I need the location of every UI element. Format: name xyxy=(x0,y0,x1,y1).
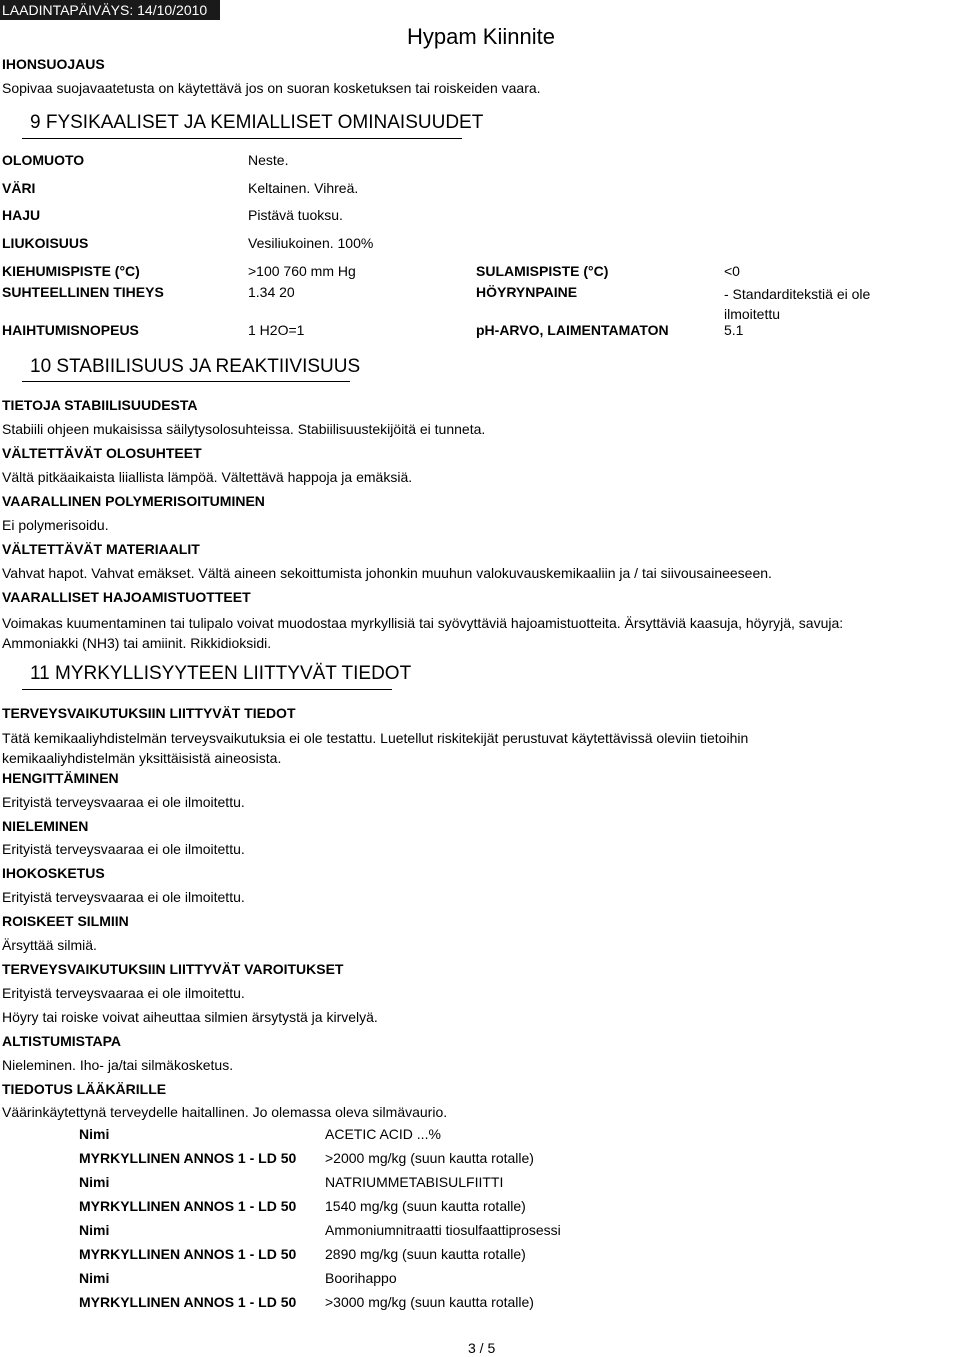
prop-value-ph: 5.1 xyxy=(724,322,744,338)
prop-value-boiling-point: >100 760 mm Hg xyxy=(248,263,356,279)
prop-label-solubility: LIUKOISUUS xyxy=(2,235,89,251)
health-warnings-text-1: Erityistä terveysvaaraa ei ole ilmoitettu. xyxy=(2,985,245,1001)
tox-dose-value: 2890 mg/kg (suun kautta rotalle) xyxy=(325,1246,526,1262)
conditions-heading: VÄLTETTÄVÄT OLOSUHTEET xyxy=(2,445,202,461)
tox-name-label: Nimi xyxy=(79,1222,110,1238)
health-effects-text: Tätä kemikaaliyhdistelmän terveysvaikutuksia ei ole testattu. Luetellut riskitekijät perustuvat käytettävissä oleviin tietoihin kemikaaliyhdistelmän yksittäisistä aineosista. xyxy=(2,730,749,766)
page-number: 3 / 5 xyxy=(468,1340,496,1356)
prop-label-state: OLOMUOTO xyxy=(2,152,85,168)
section-9-underline xyxy=(22,138,462,139)
tox-name-value: NATRIUMMETABISULFIITTI xyxy=(325,1174,504,1190)
prop-value-evaporation-rate: 1 H2O=1 xyxy=(248,322,305,338)
doctor-note-heading: TIEDOTUS LÄÄKÄRILLE xyxy=(2,1081,167,1097)
prop-value-odour: Pistävä tuoksu. xyxy=(248,207,343,223)
eye-contact-text: Ärsyttää silmiä. xyxy=(2,937,97,953)
inhalation-heading: HENGITTÄMINEN xyxy=(2,770,119,786)
materials-text: Vahvat hapot. Vahvat emäkset. Vältä aineen sekoittumista johonkin muuhun valokuvauskemikaaliin ja / tai siivousaineeseen. xyxy=(2,565,772,581)
prop-label-melting-point: SULAMISPISTE (°C) xyxy=(476,263,609,279)
prop-value-solubility: Vesiliukoinen. 100% xyxy=(248,235,374,251)
materials-heading: VÄLTETTÄVÄT MATERIAALIT xyxy=(2,541,200,557)
stability-heading: TIETOJA STABIILISUUDESTA xyxy=(2,397,198,413)
section-9-title: 9 FYSIKAALISET JA KEMIALLISET OMINAISUUDET xyxy=(30,112,484,133)
prop-value-colour: Keltainen. Vihreä. xyxy=(248,180,359,196)
stability-text: Stabiili ohjeen mukaisissa säilytysolosuhteissa. Stabiilisuustekijöitä ei tunneta. xyxy=(2,421,486,437)
section-10-title: 10 STABIILISUUS JA REAKTIIVISUUS xyxy=(30,356,361,377)
prop-label-odour: HAJU xyxy=(2,207,41,223)
skin-contact-heading: IHOKOSKETUS xyxy=(2,865,105,881)
section-11-title: 11 MYRKYLLISYYTEEN LIITTYVÄT TIEDOT xyxy=(30,663,412,684)
tox-dose-label: MYRKYLLINEN ANNOS 1 - LD 50 xyxy=(79,1246,297,1262)
exposure-route-heading: ALTISTUMISTAPA xyxy=(2,1033,121,1049)
tox-dose-value: >3000 mg/kg (suun kautta rotalle) xyxy=(325,1294,534,1310)
tox-dose-value: >2000 mg/kg (suun kautta rotalle) xyxy=(325,1150,534,1166)
tox-name-label: Nimi xyxy=(79,1270,110,1286)
prop-value-melting-point: <0 xyxy=(724,263,740,279)
exposure-route-text: Nieleminen. Iho- ja/tai silmäkosketus. xyxy=(2,1057,234,1073)
tox-name-value: Ammoniumnitraatti tiosulfaattiprosessi xyxy=(325,1222,561,1238)
prop-value-relative-density: 1.34 20 xyxy=(248,284,295,300)
prop-label-boiling-point: KIEHUMISPISTE (°C) xyxy=(2,263,140,279)
polymerisation-heading: VAARALLINEN POLYMERISOITUMINEN xyxy=(2,493,265,509)
tox-dose-label: MYRKYLLINEN ANNOS 1 - LD 50 xyxy=(79,1294,297,1310)
health-effects-heading: TERVEYSVAIKUTUKSIIN LIITTYVÄT TIEDOT xyxy=(2,705,296,721)
skin-contact-text: Erityistä terveysvaaraa ei ole ilmoitettu. xyxy=(2,889,245,905)
tox-dose-label: MYRKYLLINEN ANNOS 1 - LD 50 xyxy=(79,1198,297,1214)
section-10-underline xyxy=(22,381,350,382)
eye-contact-heading: ROISKEET SILMIIN xyxy=(2,913,129,929)
health-warnings-heading: TERVEYSVAIKUTUKSIIN LIITTYVÄT VAROITUKSET xyxy=(2,961,344,977)
prop-label-relative-density: SUHTEELLINEN TIHEYS xyxy=(2,284,164,300)
health-warnings-text-2: Höyry tai roiske voivat aiheuttaa silmien ärsytystä ja kirvelyä. xyxy=(2,1009,378,1025)
prop-label-colour: VÄRI xyxy=(2,180,36,196)
tox-name-value: ACETIC ACID ...% xyxy=(325,1126,441,1142)
product-name: Hypam Kiinnite xyxy=(407,24,555,49)
skin-protection-heading: IHONSUOJAUS xyxy=(2,56,105,72)
polymerisation-text: Ei polymerisoidu. xyxy=(2,517,109,533)
section-11-underline xyxy=(22,689,392,690)
prop-label-ph: pH-ARVO, LAIMENTAMATON xyxy=(476,322,669,338)
tox-name-label: Nimi xyxy=(79,1174,110,1190)
inhalation-text: Erityistä terveysvaaraa ei ole ilmoitettu. xyxy=(2,794,245,810)
tox-name-value: Boorihappo xyxy=(325,1270,397,1286)
tox-dose-value: 1540 mg/kg (suun kautta rotalle) xyxy=(325,1198,526,1214)
decomposition-heading: VAARALLISET HAJOAMISTUOTTEET xyxy=(2,589,251,605)
tox-name-label: Nimi xyxy=(79,1126,110,1142)
prop-label-evaporation-rate: HAIHTUMISNOPEUS xyxy=(2,322,139,338)
decomposition-text: Voimakas kuumentaminen tai tulipalo voivat muodostaa myrkyllisiä tai syövyttäviä hajoamistuotteita. Ärsyttäviä kaasuja, höyryjä, savuja: Ammoniakki (NH3) tai amiinit. Rikkidioksidi. xyxy=(2,615,844,651)
ingestion-text: Erityistä terveysvaaraa ei ole ilmoitettu. xyxy=(2,841,245,857)
conditions-text: Vältä pitkäaikaista liiallista lämpöä. Vältettävä happoja ja emäksiä. xyxy=(2,469,413,485)
tox-dose-label: MYRKYLLINEN ANNOS 1 - LD 50 xyxy=(79,1150,297,1166)
prop-label-vapour-pressure: HÖYRYNPAINE xyxy=(476,284,578,300)
doctor-note-text: Väärinkäytettynä terveydelle haitallinen. Jo olemassa oleva silmävaurio. xyxy=(2,1104,448,1120)
skin-protection-text: Sopivaa suojavaatetusta on käytettävä jos on suoran kosketuksen tai roiskeiden vaara. xyxy=(2,80,541,96)
prop-value-vapour-pressure: - Standarditekstiä ei ole ilmoitettu xyxy=(724,286,871,322)
prop-value-state: Neste. xyxy=(248,152,289,168)
date-banner: LAADINTAPÄIVÄYS: 14/10/2010 xyxy=(0,0,220,20)
ingestion-heading: NIELEMINEN xyxy=(2,818,89,834)
